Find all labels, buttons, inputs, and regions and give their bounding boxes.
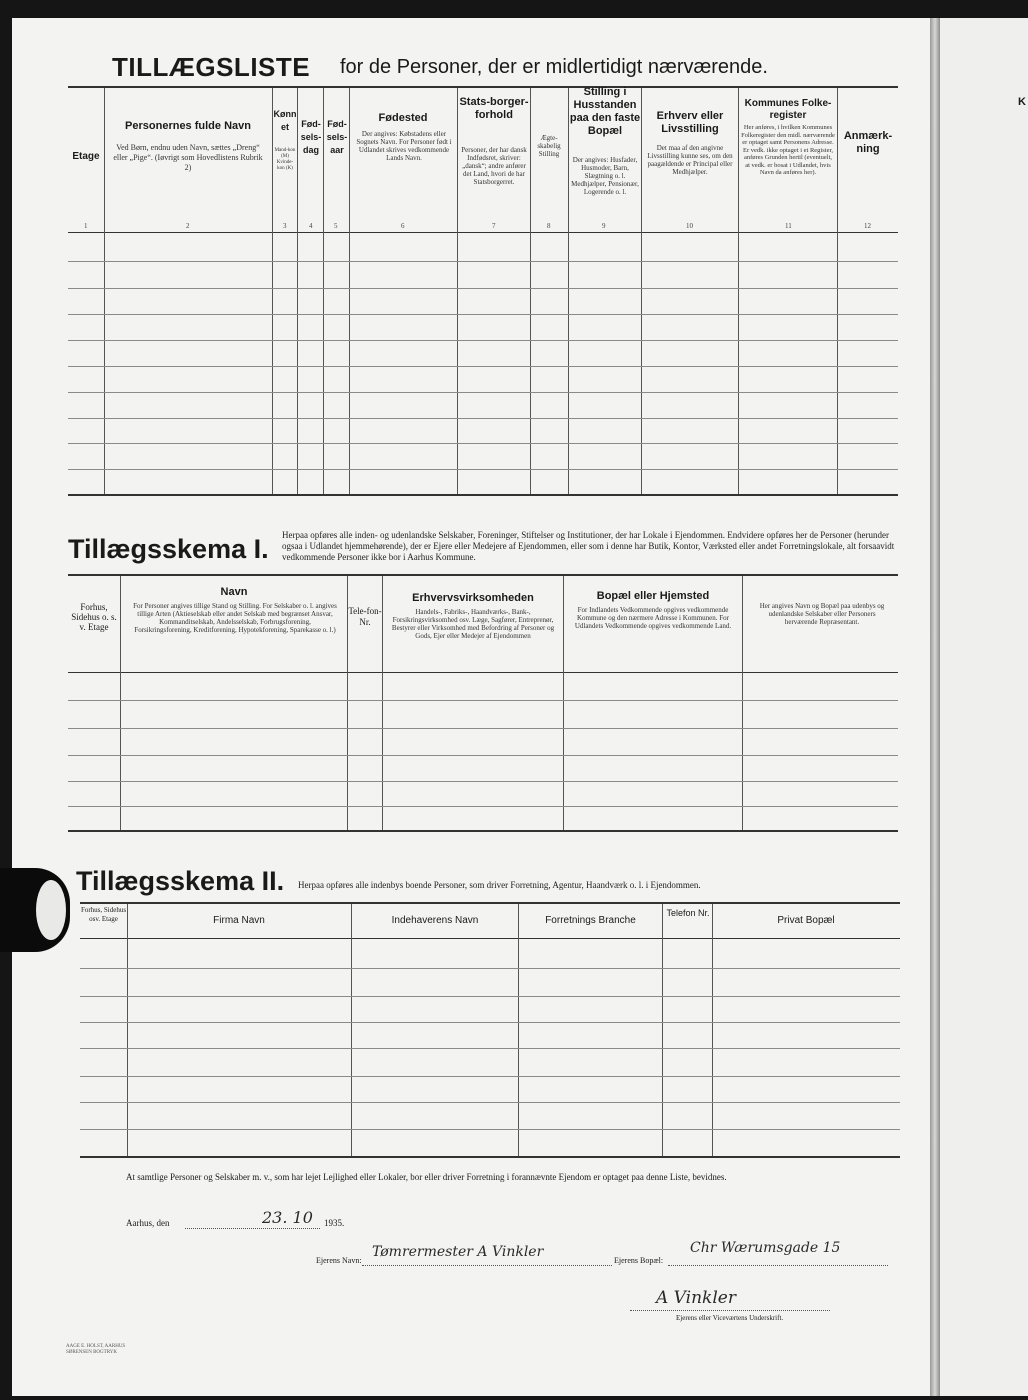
schema2-top-rule: [80, 902, 900, 904]
col-household-header: Stilling i Husstanden paa den faste Bopæl: [569, 86, 641, 137]
year-label: 1935.: [324, 1218, 345, 1228]
schema2-row-line: [80, 996, 900, 997]
book-spine: [930, 18, 940, 1396]
schema2-row-line: [80, 968, 900, 969]
colnum-8: 8: [547, 222, 551, 230]
schema1-header-rule: [68, 672, 898, 673]
col-birthplace-header: Fødested: [378, 112, 428, 124]
date-handwritten: 23. 10: [262, 1208, 313, 1227]
s2-col-branch: Forretnings Branche: [545, 915, 636, 926]
schema2-row-line: [80, 1048, 900, 1049]
col-marital-header: Ægte-skabelig Stilling: [537, 134, 561, 158]
schema1-row-line: [68, 700, 898, 701]
table1-top-rule: [68, 86, 898, 88]
col-citizenship-sub: Personer, der har dansk Indfødsret, skriver: „dansk“; andre anfører det Land, hvori de har Statsborgerret.: [461, 146, 527, 186]
s2-col-firm: Firma Navn: [213, 915, 265, 926]
colnum-11: 11: [785, 222, 792, 230]
owner-address-line: [668, 1265, 888, 1266]
col-register-sub: Her anføres, i hvilken Kommunes Folkeregister den midl. nærværende er optaget samt Personens Adresse. Er vedk. ikke optaget i et Register, anføres Grunden hertil (eventuelt, at vedk. er bosat i Udlandet, hvis Navn da anføres her).: [741, 124, 835, 176]
schema1-title: Tillægsskema I.: [68, 534, 269, 564]
adjacent-page: [940, 18, 1028, 1396]
schema1-row-line: [68, 806, 898, 807]
signature-line: [630, 1310, 830, 1311]
s1-col-etage: Forhus, Sidehus o. s. v. Etage: [71, 602, 117, 632]
schema2-bottom-rule: [80, 1156, 900, 1158]
col-occupation-header: Erhverv eller Livsstilling: [656, 110, 724, 135]
col-household-sub: Der angives: Husfader, Husmoder, Barn, Slægtning o. l. Medhjælper, Pensionær, Logerende o. l.: [571, 156, 639, 196]
thumb-holding-page: [0, 868, 70, 952]
table1-bottom-rule: [68, 494, 898, 496]
schema1-top-rule: [68, 574, 898, 576]
s2-col-private-address: Privat Bopæl: [777, 915, 835, 926]
colnum-4: 4: [309, 222, 313, 230]
schema2-header-rule: [80, 938, 900, 939]
col-sex-sub: Mand-kon (M) Kvinde-kon (K): [274, 148, 296, 171]
schema1-intro: Herpaa opføres alle inden- og udenlandske Selskaber, Foreninger, Stiftelser og Institutioner, der har Lokale i Ejendommen. Endvidere opføres her de Personer (herunder ogsaa i Udlandet hjemmehørende), der er Ejere eller Medejere af Ejendommen, eller som i denne har Butik, Kontor, Værksted eller andet Forretningslokale, alt forsaavidt vedkommende Personer ikke bor i Aarhus Kommune.: [282, 530, 895, 562]
colnum-7: 7: [492, 222, 496, 230]
adjacent-page-fragment: K: [1018, 96, 1026, 108]
colnum-2: 2: [186, 222, 190, 230]
s1-col-business-sub: Handels-, Fabriks-, Haandværks-, Bank-, Forsikringsvirksomhed osv. Læge, Sagfører, Entreprenør, Bestyrer eller Virksomhed med Befordring af Personer og Gods, Ejer eller Medejer af Ejendommen: [391, 608, 555, 640]
s1-col-residence-sub: For Indlandets Vedkommende opgives vedkommende Kommune og den nærmere Adresse i Kommunen. For Udlandets Vedkommende opgives vedkommende Land.: [574, 606, 732, 630]
s2-col-etage: Forhus, Sidehus osv. Etage: [80, 906, 127, 923]
table1-header-rule: [68, 232, 898, 233]
owner-name-line: [362, 1265, 612, 1266]
col-occupation-sub: Det maa af den angivne Livsstilling kunne ses, om den paagældende er Principal eller Medhjælper.: [647, 144, 733, 176]
table1-row-line: [68, 366, 898, 367]
col-name-sub: Ved Børn, endnu uden Navn, sættes „Dreng“ eller „Pige“. (Iøvrigt som Hovedlistens Rubrik 2): [113, 143, 263, 172]
table1-row-line: [68, 261, 898, 262]
s2-col-phone: Telefon Nr.: [666, 908, 710, 918]
s1-col-name-header: Navn: [220, 586, 248, 598]
table1-row-line: [68, 340, 898, 341]
s1-col-phone: Tele-fon-Nr.: [348, 606, 382, 627]
col-sex-header: Kønnet: [273, 109, 297, 132]
col-birthday-header: Fød-sels-dag: [300, 119, 322, 155]
colnum-1: 1: [84, 222, 88, 230]
schema2-row-line: [80, 1102, 900, 1103]
signature-label: Ejerens eller Viceværtens Underskrift.: [676, 1314, 784, 1322]
colnum-12: 12: [864, 222, 871, 230]
s1-col-business-header: Erhvervsvirksomheden: [412, 592, 534, 604]
table1-row-line: [68, 314, 898, 315]
schema2-row-line: [80, 1129, 900, 1130]
schema2-title: Tillægsskema II.: [76, 866, 285, 896]
s1-col-residence-header: Bopæl eller Hjemsted: [596, 590, 710, 602]
s1-col-name-sub: For Personer angives tillige Stand og Stilling. For Selskaber o. l. angives tillige Arten (Aktieselskab eller andet Selskab med begrænset Ansvar, Kommanditselskab, Andelsselskab, Forbrugsforening, Forsikringsforening, Kreditforening, Hypotekforening, Sparekasse o. l.): [133, 602, 337, 634]
owner-name-label: Ejerens Navn:: [316, 1256, 362, 1265]
table1-row-line: [68, 469, 898, 470]
printer-imprint: AAGE E. HOLST, AARHUS SØRENSEN BOGTRYK: [66, 1344, 126, 1355]
table1-row-line: [68, 418, 898, 419]
owner-address-handwritten: Chr Wærumsgade 15: [690, 1240, 841, 1256]
col-etage-header: Etage: [72, 151, 100, 162]
signature: A Vinkler: [656, 1288, 736, 1308]
owner-address-label: Ejerens Bopæl:: [614, 1256, 664, 1265]
s1-col-representative: Her angives Navn og Bopæl paa udenbys og udenlandske Selskaber eller Personers herværende Repræsentant.: [759, 602, 885, 626]
colnum-3: 3: [283, 222, 287, 230]
col-remarks-header: Anmærk-ning: [843, 130, 893, 155]
owner-name-handwritten: Tømrermester A Vinkler: [372, 1244, 544, 1260]
col-birthplace-sub: Der angives: Købstadens eller Sognets Navn. For Personer født i Udlandet skrives vedkommende Lands Navn.: [356, 130, 452, 162]
col-name-header: Personernes fulde Navn: [125, 120, 251, 132]
date-line: [185, 1228, 320, 1229]
table1-row-line: [68, 392, 898, 393]
col-citizenship-header: Stats-borger-forhold: [459, 96, 529, 121]
s2-col-owner: Indehaverens Navn: [391, 915, 479, 926]
declaration-text: At samtlige Personer og Selskaber m. v., som har lejet Lejlighed eller Lokaler, bor eller driver Forretning i forannævnte Ejendom er optaget paa denne Liste, bevidnes.: [126, 1172, 727, 1182]
main-title-rest: for de Personer, der er midlertidigt nærværende.: [340, 56, 768, 78]
table1-row-line: [68, 288, 898, 289]
schema2-intro: Herpaa opføres alle indenbys boende Personer, som driver Forretning, Agentur, Haandværk o. l. i Ejendommen.: [298, 880, 701, 890]
colnum-10: 10: [686, 222, 693, 230]
main-title: TILLÆGSLISTE: [112, 52, 311, 82]
colnum-5: 5: [334, 222, 338, 230]
col-birthyear-header: Fød-sels-aar: [326, 119, 348, 155]
schema1-row-line: [68, 781, 898, 782]
colnum-9: 9: [602, 222, 606, 230]
form-page: [12, 18, 930, 1396]
schema2-row-line: [80, 1022, 900, 1023]
table1-row-line: [68, 443, 898, 444]
schema2-row-line: [80, 1076, 900, 1077]
schema1-row-line: [68, 728, 898, 729]
colnum-6: 6: [401, 222, 405, 230]
place-label: Aarhus, den: [126, 1218, 170, 1228]
schema1-row-line: [68, 755, 898, 756]
schema1-bottom-rule: [68, 830, 898, 832]
col-register-header: Kommunes Folke-register: [744, 98, 832, 121]
